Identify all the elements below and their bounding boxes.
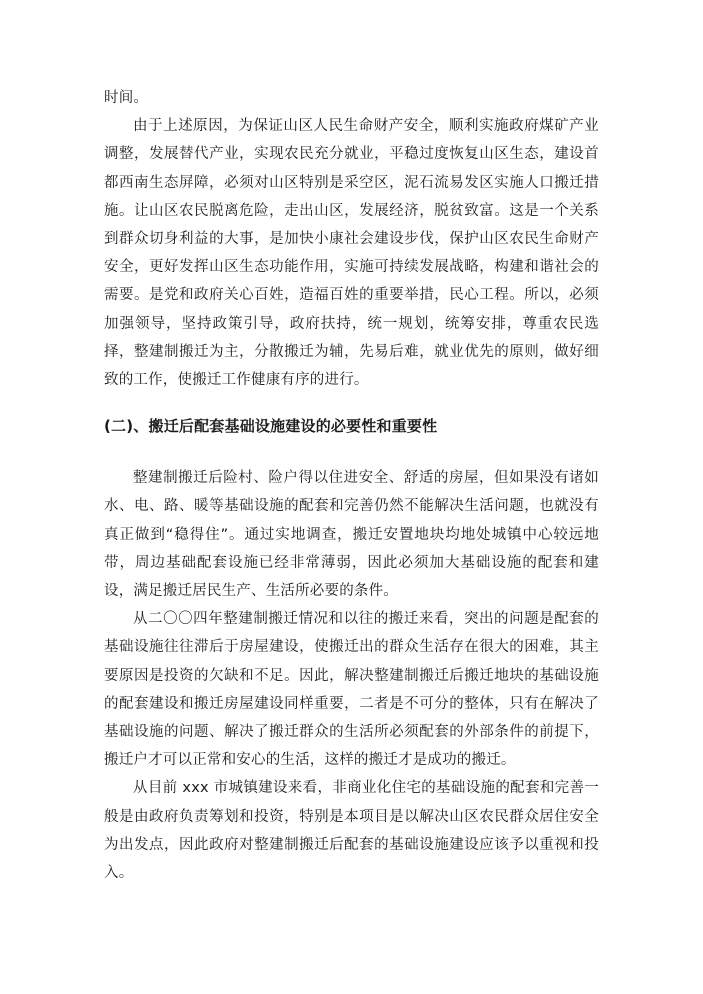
section-heading: (二)、搬迁后配套基础设施建设的必要性和重要性 [104, 417, 438, 436]
paragraph-relocation-reasons: 由于上述原因，为保证山区人民生命财产安全，顺利实施政府煤矿产业调整，发展替代产业，实现农民充分就业，平稳过度恢复山区生态，建设首都西南生态屏障，必须对山区特别是采空区，泥石流易发区实施人口搬迁措施。让山区农民脱离危险，走出山区，发展经济，脱贫致富。这是一个关系到群众切身利益的大事，是加快小康社会建设步伐，保护山区农民生命财产安全，更好发挥山区生态功能作用，实施可持续发展战略，构建和谐社会的需要。是党和政府关心百姓，造福百姓的重要举措，民心工程。所以，必须加强领导，坚持政策引导，政府扶持，统一规划，统筹安排，尊重农民选择，整建制搬迁为主，分散搬迁为辅，先易后难，就业优先的原则，做好细致的工作，使搬迁工作健康有序的进行。 [104, 118, 599, 389]
paragraph-infrastructure-need: 整建制搬迁后险村、险户得以住进安全、舒适的房屋，但如果没有诸如水、电、路、暖等基础设施的配套和完善仍然不能解决生活问题，也就没有真正做到“稳得住”。通过实地调查，搬迁安置地块均地处城镇中心较远地带，周边基础配套设施已经非常薄弱，因此必须加大基础设施的配套和建设，满足搬迁居民生产、生活所必要的条件。 [104, 470, 599, 600]
paragraph-government-investment: 从目前 xxx 市城镇建设来看，非商业化住宅的基础设施的配套和完善一般是由政府负责筹划和投资，特别是本项目是以解决山区农民群众居住安全为出发点，因此政府对整建制搬迁后配套的基础设施建设应该予以重视和投入。 [104, 780, 599, 882]
paragraph-continuation: 时间。 [104, 90, 149, 106]
document-body [104, 84, 599, 887]
paragraph-infrastructure-lag: 从二〇〇四年整建制搬迁情况和以往的搬迁来看，突出的问题是配套的基础设施往往滞后于房屋建设，使搬迁出的群众生活存在很大的困难，其主要原因是投资的欠缺和不足。因此，解决整建制搬迁后搬迁地块的基础设施的配套建设和搬迁房屋建设同样重要，二者是不可分的整体，只有在解决了基础设施的问题、解决了搬迁群众的生活所必须配套的外部条件的前提下，搬迁户才可以正常和安心的生活，这样的搬迁才是成功的搬迁。 [104, 611, 599, 769]
